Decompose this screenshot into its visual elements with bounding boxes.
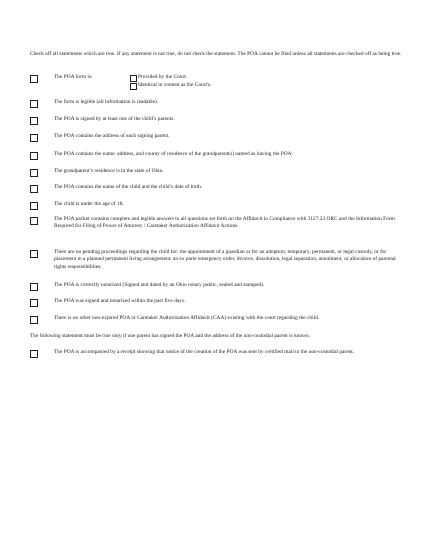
checkbox[interactable] bbox=[30, 75, 38, 83]
checkbox[interactable] bbox=[30, 152, 38, 160]
checkbox-identical-content[interactable] bbox=[130, 83, 137, 90]
checkbox[interactable] bbox=[30, 134, 38, 142]
checkbox-provided-by-court[interactable] bbox=[130, 75, 137, 82]
conditional-note: The following statement must be true only if one parent has signed the POA and the address of the non-custodial parent is known. bbox=[30, 333, 311, 339]
option-provided-by-court-label: Provided by the Court. bbox=[138, 74, 188, 80]
checkbox[interactable] bbox=[30, 299, 38, 307]
checklist-item-label: The child is under the age of 18. bbox=[54, 201, 124, 207]
checklist-item-label: The POA is accompanied by a receipt showing that notice of the creation of the POA was sent by certified mail to the non-custodial parent. bbox=[54, 349, 355, 355]
checkbox[interactable] bbox=[30, 283, 38, 291]
checklist-item-label: The POA packet contains complete and legible answers to all questions set forth on the Affidavit in Compliance with 3127.23 ORC and the Information Form Required for Filing of Power of Attorney / Caretaker Authorization Affidavit Actions. bbox=[54, 216, 395, 230]
checkbox[interactable] bbox=[30, 100, 38, 108]
checkbox[interactable] bbox=[30, 185, 38, 193]
checklist-item-label: The POA was signed and notarized within the past five days. bbox=[54, 298, 186, 304]
option-identical-content-label: Identical in content as the Court's. bbox=[138, 81, 212, 88]
checklist-item-label: The grandparent’s residence is in the state of Ohio. bbox=[54, 168, 164, 174]
checklist-item-label: The form is legible (all information is readable). bbox=[54, 99, 159, 105]
checkbox[interactable] bbox=[30, 316, 38, 324]
checkbox[interactable] bbox=[30, 250, 38, 258]
checkbox[interactable] bbox=[30, 202, 38, 210]
checklist-item-label: There are no pending proceedings regarding the child for: the appointment of a guardian or for an adoption; temporary, permanent, or legal custody, or for placement in a planned permanent living arrangement; an ex parte emergency order, divorce, dissolution, legal separation, annulment, or allocation of parental rights responsibilities. bbox=[54, 249, 396, 270]
checklist-item-label: The POA contains the name of the child and the child’s date of birth. bbox=[54, 184, 203, 190]
checkbox[interactable] bbox=[30, 117, 38, 125]
checklist-item-label: The POA contains the name. address, and county of residence of the grandparent(s) named as having the POA. bbox=[54, 151, 293, 157]
checklist-item-label: The POA form is: bbox=[54, 74, 93, 80]
checklist-item-label: The POA contains the address of each signing parent. bbox=[54, 133, 170, 139]
checkbox[interactable] bbox=[30, 217, 38, 225]
checkbox[interactable] bbox=[30, 350, 38, 358]
checklist-item-label: There is no other non-expired POA or Caretaker Authorization Affidavit (CAA) existing with the court regarding the child. bbox=[54, 315, 320, 321]
checklist-item-label: The POA is signed by at least one of the child’s parents. bbox=[54, 116, 175, 122]
checklist-item-label: The POA is correctly notarized (Signed and dated by an Ohio notary public, sealed and stamped). bbox=[54, 282, 265, 288]
instructions-text: Check off all statements which are true. If any statement is not true, do not check the statement. The POA cannot be filed unless all statements are checked off as being true. bbox=[30, 51, 402, 57]
checkbox[interactable] bbox=[30, 169, 38, 177]
